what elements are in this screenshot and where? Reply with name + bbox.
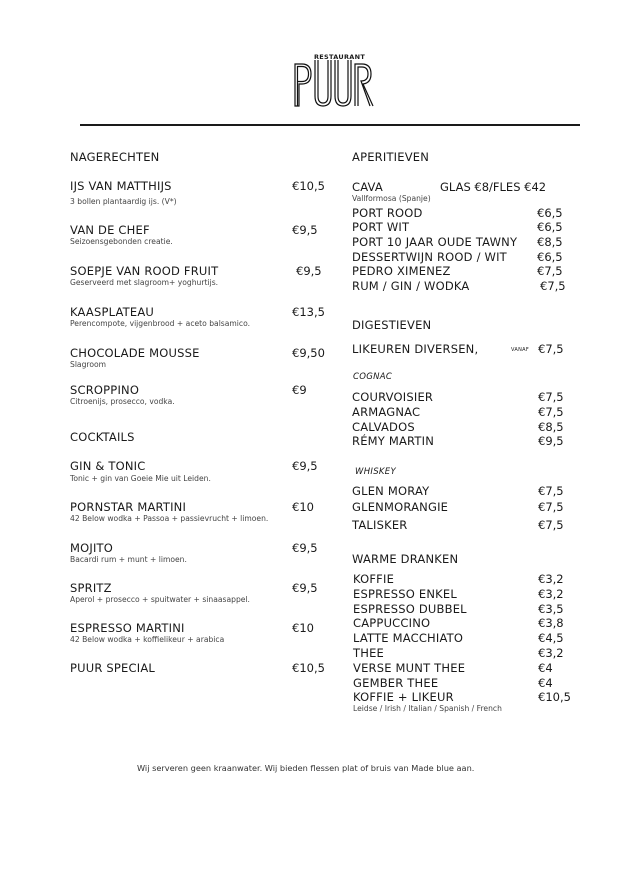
- menu-item-price: €7,5: [538, 500, 564, 514]
- menu-item-price: GLAS €8/FLES €42: [440, 180, 547, 194]
- menu-item-price: €7,5: [538, 484, 564, 498]
- menu-item-price: €4,5: [538, 631, 564, 645]
- menu-item-desc: Bacardi rum + munt + limoen.: [70, 555, 187, 564]
- menu-item-name: CAVA: [352, 180, 383, 194]
- menu-item-price: €7,5: [538, 518, 564, 532]
- menu-item-price: €9,5: [292, 581, 318, 595]
- menu-item-name: CALVADOS: [352, 420, 415, 434]
- menu-item-name: LIKEUREN DIVERSEN,: [352, 342, 479, 356]
- menu-item-name: CHOCOLADE MOUSSE: [70, 346, 200, 360]
- menu-item-price: €4: [538, 676, 553, 690]
- menu-item-price: €10,5: [538, 690, 571, 704]
- section-title: APERITIEVEN: [352, 150, 430, 164]
- menu-item-name: PORT WIT: [352, 220, 410, 234]
- menu-item-price: €3,5: [538, 602, 564, 616]
- menu-item-name: TALISKER: [352, 518, 408, 532]
- menu-item-name: KOFFIE: [353, 572, 395, 586]
- menu-item-price: €4: [538, 661, 553, 675]
- menu-item-name: VERSE MUNT THEE: [353, 661, 466, 675]
- menu-item-price: €10: [292, 621, 314, 635]
- menu-item-name: ESPRESSO MARTINI: [70, 621, 185, 635]
- menu-item-desc: Citroenijs, prosecco, vodka.: [70, 397, 175, 406]
- menu-item-desc: Leidse / Irish / Italian / Spanish / French: [353, 704, 502, 713]
- menu-item-price: €9,5: [292, 223, 318, 237]
- menu-item-name: PORT ROOD: [352, 206, 423, 220]
- menu-item-desc: Tonic + gin van Goeie Mie uit Leiden.: [70, 474, 211, 483]
- menu-item-price: €13,5: [292, 305, 325, 319]
- menu-item-desc: Seizoensgebonden creatie.: [70, 237, 173, 246]
- menu-item-price: €6,5: [537, 206, 563, 220]
- menu-item-price: €8,5: [538, 420, 564, 434]
- restaurant-label: RESTAURANT: [314, 53, 366, 61]
- menu-item-name: VAN DE CHEF: [70, 223, 150, 237]
- menu-item-name: KOFFIE + LIKEUR: [353, 690, 454, 704]
- menu-item-price: €3,2: [538, 646, 564, 660]
- menu-item-name: IJS VAN MATTHIJS: [70, 179, 172, 193]
- menu-item-price: €7,5: [538, 390, 564, 404]
- menu-item-price: €3,8: [538, 616, 564, 630]
- menu-item-price: €7,5: [538, 342, 564, 356]
- menu-item-name: COURVOISIER: [352, 390, 434, 404]
- menu-item-name: GEMBER THEE: [353, 676, 439, 690]
- menu-item-desc: Aperol + prosecco + spuitwater + sinaasappel.: [70, 595, 250, 604]
- menu-item-desc: Geserveerd met slagroom+ yoghurtijs.: [70, 278, 219, 287]
- menu-item-desc: Slagroom: [70, 360, 107, 369]
- menu-item-desc: Perencompote, vijgenbrood + aceto balsamico.: [70, 319, 251, 328]
- category-title: COGNAC: [353, 372, 393, 382]
- menu-item-price: €8,5: [537, 235, 563, 249]
- menu-item-desc: 42 Below wodka + Passoa + passievrucht + limoen.: [70, 514, 269, 523]
- menu-item-name: THEE: [353, 646, 385, 660]
- menu-item-price: €9,5: [292, 541, 318, 555]
- menu-item-name: SOEPJE VAN ROOD FRUIT: [70, 264, 219, 278]
- footer-note: Wij serveren geen kraanwater. Wij bieden flessen plat of bruis van Made blue aan.: [137, 763, 475, 773]
- menu-item-price: €3,2: [538, 572, 564, 586]
- menu-item-name: RÉMY MARTIN: [352, 434, 435, 448]
- header-divider: [80, 124, 580, 126]
- menu-item-name: DESSERTWIJN ROOD / WIT: [352, 250, 507, 264]
- menu-item-name: SCROPPINO: [70, 383, 140, 397]
- menu-item-name: KAASPLATEAU: [70, 305, 155, 319]
- section-title: WARME DRANKEN: [352, 552, 459, 566]
- menu-item-price: €9,5: [538, 434, 564, 448]
- menu-item-name: PEDRO XIMENEZ: [352, 264, 451, 278]
- menu-item-price: €6,5: [537, 250, 563, 264]
- menu-item-price: €9,5: [296, 264, 322, 278]
- menu-item-price: €7,5: [537, 264, 563, 278]
- menu-item-name: RUM / GIN / WODKA: [352, 279, 470, 293]
- section-title: COCKTAILS: [70, 430, 135, 444]
- category-title: WHISKEY: [355, 467, 396, 477]
- menu-item-name: PORT 10 JAAR OUDE TAWNY: [352, 235, 518, 249]
- logo: [292, 50, 376, 110]
- menu-item-desc: 3 bollen plantaardig ijs. (V*): [70, 197, 177, 206]
- menu-item-price: €3,2: [538, 587, 564, 601]
- menu-item-price: €9,5: [292, 459, 318, 473]
- menu-item-name: SPRITZ: [70, 581, 112, 595]
- section-title: NAGERECHTEN: [70, 150, 160, 164]
- menu-item-price: €9,50: [292, 346, 325, 360]
- menu-item-price: €9: [292, 383, 307, 397]
- menu-item-price: €10: [292, 500, 314, 514]
- menu-item-name: ESPRESSO DUBBEL: [353, 602, 467, 616]
- menu-item-name: ESPRESSO ENKEL: [353, 587, 457, 601]
- menu-item-price: €6,5: [537, 220, 563, 234]
- menu-item-name: PUUR SPECIAL: [70, 661, 156, 675]
- menu-item-name: GIN & TONIC: [70, 459, 146, 473]
- menu-item-name: LATTE MACCHIATO: [353, 631, 464, 645]
- menu-item-price: €10,5: [292, 661, 325, 675]
- menu-item-name: MOJITO: [70, 541, 114, 555]
- menu-item-price: €7,5: [540, 279, 566, 293]
- section-title: DIGESTIEVEN: [352, 318, 432, 332]
- menu-item-name: PORNSTAR MARTINI: [70, 500, 187, 514]
- menu-item-name: GLEN MORAY: [352, 484, 430, 498]
- menu-item-name: CAPPUCCINO: [353, 616, 431, 630]
- price-prefix: VANAF: [511, 347, 530, 353]
- menu-item-desc: 42 Below wodka + koffielikeur + arabica: [70, 635, 225, 644]
- menu-item-price: €7,5: [538, 405, 564, 419]
- menu-item-desc: Vallformosa (Spanje): [352, 194, 431, 203]
- menu-item-name: GLENMORANGIE: [352, 500, 449, 514]
- puur-logo-icon: [292, 50, 376, 110]
- menu-item-name: ARMAGNAC: [352, 405, 421, 419]
- menu-item-price: €10,5: [292, 179, 325, 193]
